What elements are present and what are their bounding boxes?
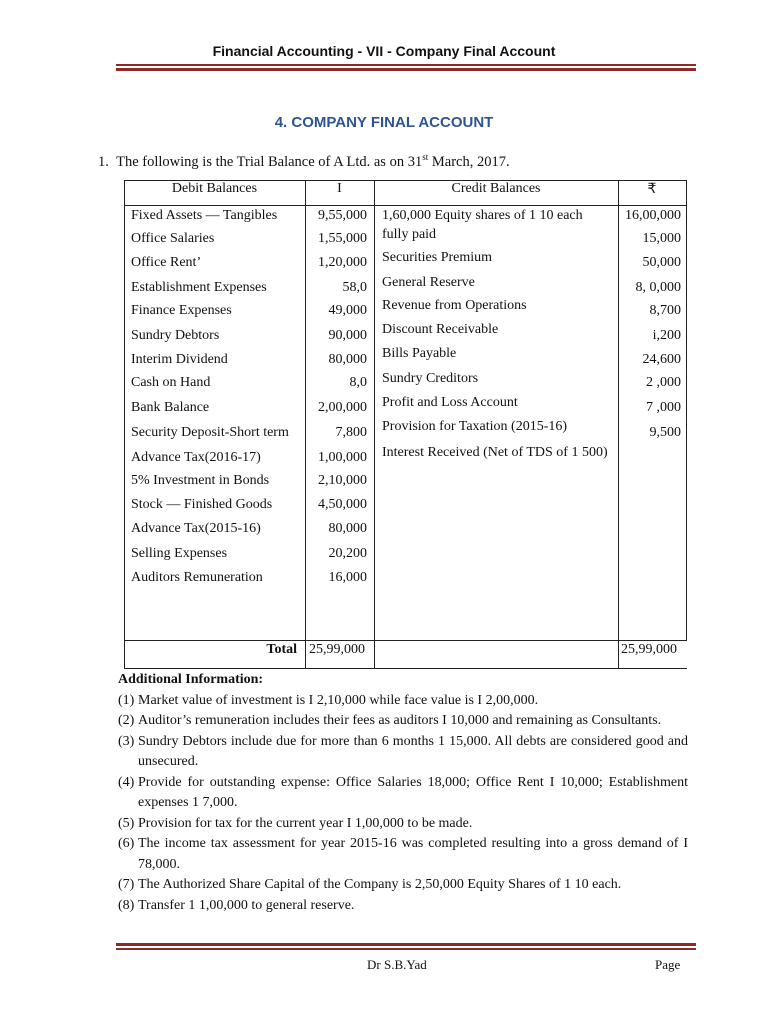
info-item-text: Market value of investment is I 2,10,000 while face value is I 2,00,000.: [138, 692, 539, 708]
info-item: [118, 814, 688, 835]
debit-row-amount: 1,00,000: [318, 450, 367, 465]
info-item-number: (7): [118, 877, 135, 892]
credit-row-amount: 24,600: [642, 352, 681, 367]
credit-row-label: Bills Payable: [382, 346, 457, 361]
debit-row-label: Selling Expenses: [131, 546, 228, 561]
footer-author: Dr S.B.Yad: [367, 957, 427, 972]
credit-row-amount: 2 ,000: [646, 375, 681, 390]
info-item-number: (3): [118, 733, 135, 749]
info-item-text: The income tax assessment for year 2015-16 was completed resulting into a gross demand of I 78,000.: [138, 836, 688, 872]
chapter-title: 4. COMPANY FINAL ACCOUNT: [274, 114, 494, 131]
debit-row-label: Finance Expenses: [131, 303, 232, 318]
debit-row-label: Sundry Debtors: [131, 328, 220, 343]
debit-row-amount: 7,800: [335, 425, 367, 440]
question-text-end: March, 2017.: [428, 153, 510, 170]
credit-row-amount: 50,000: [642, 255, 681, 270]
info-item-number: (6): [118, 836, 135, 851]
debit-row-amount: 49,000: [328, 303, 367, 318]
question-text: [98, 152, 510, 171]
footer-page-label: Page: [655, 957, 681, 972]
credit-row-label: 1,60,000 Equity shares of 1 10 each: [382, 208, 583, 223]
credit-row-amount: 15,000: [642, 231, 681, 246]
info-item: [118, 896, 688, 917]
credit-row-label: fully paid: [382, 227, 437, 242]
info-item: [118, 691, 688, 712]
info-item-number: (1): [118, 692, 135, 708]
debit-total: 25,99,000: [309, 642, 365, 657]
debit-row-amount: 16,000: [328, 570, 367, 585]
info-item-text: Transfer 1 1,00,000 to general reserve.: [138, 897, 355, 913]
debit-row-label: Fixed Assets — Tangibles: [131, 208, 278, 223]
credit-row-label: General Reserve: [382, 275, 475, 290]
debit-row-amount: 9,55,000: [318, 208, 367, 223]
credit-row-amount: 7 ,000: [646, 400, 681, 415]
question-number: 1.: [98, 153, 109, 170]
credit-row-label: Interest Received (Net of TDS of 1 500): [382, 445, 608, 460]
info-item: [118, 711, 688, 732]
info-item-text: The Authorized Share Capital of the Company is 2,50,000 Equity Shares of 1 10 each.: [138, 877, 622, 892]
header-credit-balances: Credit Balances: [451, 181, 541, 196]
credit-row-label: Sundry Creditors: [382, 371, 479, 386]
footer-rule: [116, 943, 696, 950]
debit-row-amount: 4,50,000: [318, 497, 367, 512]
credit-row-amount: 8,700: [649, 303, 681, 318]
debit-row-label: Advance Tax(2016-17): [131, 450, 261, 465]
credit-row-label: Discount Receivable: [382, 322, 499, 337]
additional-information: [118, 670, 688, 916]
debit-row-amount: 90,000: [328, 328, 367, 343]
debit-row-amount: 2,00,000: [318, 400, 367, 415]
info-item-number: (2): [118, 713, 135, 728]
credit-row-label: Securities Premium: [382, 250, 493, 265]
debit-row-label: Advance Tax(2015-16): [131, 521, 261, 536]
debit-row-label: Auditors Remuneration: [131, 570, 263, 585]
debit-row-amount: 58,0: [342, 280, 367, 295]
debit-row-label: Stock — Finished Goods: [131, 497, 273, 512]
debit-row-amount: 1,20,000: [318, 255, 367, 270]
debit-row-label: Cash on Hand: [131, 375, 211, 390]
debit-row-amount: 20,200: [328, 546, 367, 561]
info-item-number: (5): [118, 815, 135, 831]
credit-total: 25,99,000: [621, 642, 677, 657]
credit-amount-divider: [618, 180, 619, 669]
credit-row-amount: 8, 0,000: [635, 280, 681, 295]
info-item-number: (8): [118, 897, 135, 913]
debit-row-amount: 80,000: [328, 352, 367, 367]
additional-info-title: Additional Information:: [118, 672, 264, 687]
table-left-border: [124, 180, 125, 669]
header-credit-currency: ₹: [647, 182, 657, 197]
debit-row-amount: 8,0: [349, 375, 367, 390]
info-item-text: Provision for tax for the current year I 1,00,000 to be made.: [138, 815, 473, 831]
mid-divider: [374, 180, 375, 669]
debit-row-amount: 1,55,000: [318, 231, 367, 246]
header-debit-balances: Debit Balances: [171, 181, 258, 196]
debit-row-label: Bank Balance: [131, 400, 210, 415]
info-item: [118, 732, 688, 773]
table-header-border: [124, 205, 687, 206]
total-label: Total: [266, 642, 297, 657]
question-superscript: st: [422, 152, 429, 162]
debit-row-label: Office Rent’: [131, 255, 202, 270]
header-rule: [116, 64, 696, 71]
credit-row-label: Provision for Taxation (2015-16): [382, 419, 568, 434]
trial-balance-table: [124, 180, 687, 669]
debit-row-label: Office Salaries: [131, 231, 215, 246]
table-total-border: [124, 640, 687, 641]
debit-row-amount: 80,000: [328, 521, 367, 536]
debit-row-label: Interim Dividend: [131, 352, 228, 367]
table-right-border: [686, 180, 687, 640]
info-item: [118, 773, 688, 814]
credit-row-label: Profit and Loss Account: [382, 395, 518, 410]
header-title: Financial Accounting - VII - Company Final Account: [212, 43, 556, 59]
info-item: [118, 875, 688, 896]
header-debit-currency: I: [337, 181, 342, 196]
credit-row-amount: 9,500: [649, 425, 681, 440]
info-item: [118, 834, 688, 875]
info-item-text: Provide for outstanding expense: Office Salaries 18,000; Office Rent I 10,000; Establishment expenses 1 7,000.: [138, 774, 688, 810]
info-item-number: (4): [118, 774, 135, 790]
debit-row-label: Security Deposit-Short term: [131, 425, 289, 440]
debit-row-label: 5% Investment in Bonds: [131, 473, 270, 488]
info-item-text: Auditor’s remuneration includes their fees as auditors I 10,000 and remaining as Consultants.: [138, 713, 662, 728]
debit-row-amount: 2,10,000: [318, 473, 367, 488]
table-bottom-border: [124, 668, 687, 669]
info-item-text: Sundry Debtors include due for more than 6 months 1 15,000. All debts are considered good and unsecured.: [138, 733, 688, 769]
debit-amount-divider: [305, 180, 306, 669]
credit-row-amount: i,200: [652, 328, 681, 343]
credit-row-label: Revenue from Operations: [382, 298, 527, 313]
credit-row-amount: 16,00,000: [625, 208, 681, 223]
question-text-main: The following is the Trial Balance of A Ltd. as on 31: [116, 153, 423, 170]
debit-row-label: Establishment Expenses: [131, 280, 267, 295]
